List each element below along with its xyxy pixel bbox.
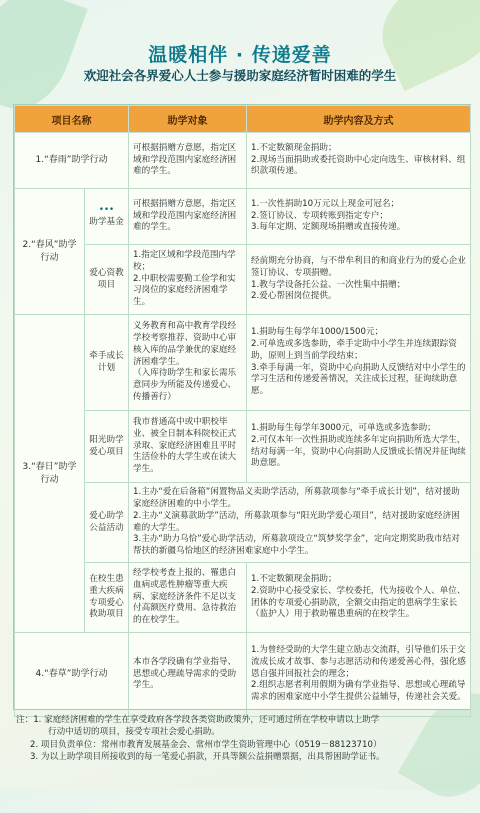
table-row xyxy=(15,189,471,245)
project-name: 3.“春日”助学行动 xyxy=(15,315,85,633)
content-cell: 1.不定数额现金捐助； 2.现场当面捐助或委托资助中心定向选生、审核材料、组织款项传递。 xyxy=(247,133,471,189)
target-cell: 义务教育和高中教育学段经学校考察推荐、资助中心审核入库的品学兼优的家庭经济困难学生。 （入库待助学生和家长需乐意同步为所能及传递爱心、传播善行） xyxy=(129,315,247,411)
target-cell: 可根据捐赠方意愿，指定区域和学段范围内家庭经济困难的学生。 xyxy=(129,133,247,189)
footnotes xyxy=(16,714,468,764)
sub-project-name: 爱心助学公益活动 xyxy=(85,483,129,563)
sub-project-name: 在校生患重大疾病专项爱心救助项目 xyxy=(85,563,129,633)
table-row xyxy=(15,633,471,717)
page-subtitle: 欢迎社会各界爱心人士参与援助家庭经济暂时困难的学生 xyxy=(83,68,397,83)
content-cell: 1.一次性捐助10万元以上现金可冠名； 2.签订协议、专项转账到指定专户； 3.每年定期、定额现场捐赠或直接传递。 xyxy=(247,189,471,245)
content-cell: 1.主办“爱在后备箱”闲置物品义卖助学活动，所募款项参与“牵手成长计划”，结对援助家庭经济困难的中小学生。 2.主办“义演募款助学”活动，所募款项参与“阳光助学爱心项目”，结对援助家庭经济困难的大学生。 3.主办“助力乌恰”爱心助学活动，所募款项设立“筑梦奖学金”，定向定期奖助我市结对帮扶的新疆乌恰地区的经济困难家庭中小学生。 xyxy=(129,483,471,563)
footnote-1: 注：1. 家庭经济困难的学生在享受政府各学段各类资助政策外，还可通过所在学校申请以上助学 xyxy=(16,715,380,725)
footnote-3: 3. 为以上助学项目所接收到的每一笔爱心捐款，开具等额公益捐赠票据，出具帮困助学证书。 xyxy=(30,752,385,763)
program-table xyxy=(13,104,471,710)
sub-project-label: 助学基金 xyxy=(89,216,124,227)
sub-project-name: 阳光助学爱心项目 xyxy=(85,411,129,483)
project-name: 1.“春雨”助学行动 xyxy=(15,133,129,189)
page-title: 温暖相伴 · 传递爱善 xyxy=(148,44,332,66)
target-cell: 本市各学段确有学业指导、思想或心理疏导需求的受助学生。 xyxy=(129,633,247,717)
content-cell: 1.捐助每生每学年1000/1500元； 2.可单选或多选参助，牵手定助中小学生并连续跟踪资助，原则上到当前学段结束； 3.牵手每满一年，资助中心向捐助人反馈结对中小学生的学习生活和传递爱善情况，关注成长过程，征询续助意愿。 xyxy=(247,315,471,411)
target-cell: 我市普通高中或中职校毕业、被全日制本科院校正式录取、家庭经济困难且平时生活俭朴的大学生或在读大学生。 xyxy=(129,411,247,483)
header-content: 助学内容及方式 xyxy=(247,106,471,133)
table-header-row xyxy=(15,106,471,133)
target-cell: 经学校考查上报的、罹患白血病或恶性肿瘤等重大疾病、家庭经济条件不足以支付高额医疗费用、急待救治的在校学生。 xyxy=(129,563,247,633)
header-target: 助学对象 xyxy=(129,106,247,133)
content-cell: 1.捐助每生每学年3000元，可单选或多选参助； 2.可仅本年一次性捐助或连续多年定向捐助所选大学生，结对每满一年，资助中心向捐助人反馈成长情况并征询续助意愿。 xyxy=(247,411,471,483)
table-row xyxy=(15,133,471,189)
footnote-1-cont: 行动中适切的项目，接受专项社会爱心捐助。 xyxy=(48,727,220,738)
dots-mark: ••• xyxy=(98,204,115,215)
header-project: 项目名称 xyxy=(15,106,129,133)
table-row xyxy=(15,315,471,411)
target-cell: 可根据捐赠方意愿，指定区域和学段范围内家庭经济困难的学生。 xyxy=(129,189,247,245)
project-name: 4.“春草”助学行动 xyxy=(15,633,129,717)
content-cell: 经前期充分协商，与不带牟利目的和商业行为的爱心企业签订协议、专项捐赠。 1.教与学设备托公益、一次性集中捐赠； 2.爱心帮困岗位提供。 xyxy=(247,245,471,315)
target-cell: 1.指定区域和学段范围内学校； 2.中职校需要勤工俭学和实习岗位的家庭经济困难学生。 xyxy=(129,245,247,315)
footnote-2: 2. 项目负责单位：常州市教育发展基金会、常州市学生资助管理中心（0519－88123710） xyxy=(30,739,382,750)
sub-project-name: 牵手成长计划 xyxy=(85,315,129,411)
sub-project-name xyxy=(85,189,129,245)
content-cell: 1.不定数额现金捐助； 2.资助中心接受家长、学校委托，代为接收个人、单位、团体的专项爱心捐助款，全额交由指定的患病学生家长（监护人）用于救助罹患重病的在校学生。 xyxy=(247,563,471,633)
project-name: 2.“春风”助学行动 xyxy=(15,189,85,315)
sub-project-name: 爱心资教项目 xyxy=(85,245,129,315)
content-cell: 1.为曾经受助的大学生建立励志交流群，引导他们乐于交流成长成才故事、参与志愿活动和传递爱善心得，强化感恩自强并回报社会的理念； 2.组织志愿者利用假期为确有学业指导、思想或心理疏导需求的困难家庭中小学生提供公益辅导，传递社会关爱。 xyxy=(247,633,471,717)
